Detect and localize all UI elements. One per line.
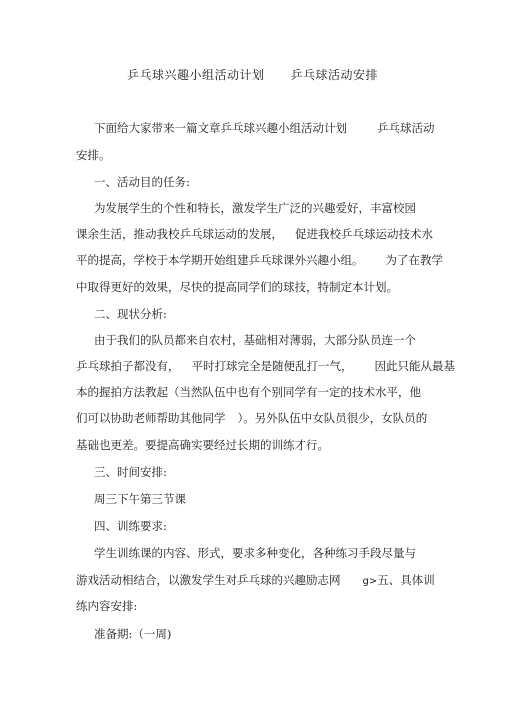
paragraph-line: 练内容安排:	[76, 599, 138, 613]
paragraph-line: 平的提高，学校于本学期开始组建乒乓球课外兴趣小组。 为了在教学	[76, 253, 443, 267]
title-part-2: 乒乓球活动安排	[290, 68, 379, 82]
document-title	[0, 66, 505, 83]
paragraph-line: 基础也更差。要提高确实要经过长期的训练才行。	[76, 438, 329, 452]
paragraph-line: 本的握拍方法教起（当然队伍中也有个别同学有一定的技术水平，他	[76, 385, 421, 399]
paragraph-line: 中取得更好的效果，尽快的提高同学们的球技，特制定本计划。	[76, 280, 398, 294]
paragraph-line: 由于我们的队员都来自农村，基础相对薄弱，大部分队员连一个	[94, 333, 416, 347]
paragraph-line: 课余生活，推动我校乒乓球运动的发展， 促进我校乒乓球运动技术水	[76, 227, 433, 241]
paragraph-line: 学生训练课的内容、形式，要求多种变化，各种练习手段尽量与	[94, 546, 416, 560]
paragraph-line: 准备期:（一周)	[94, 627, 172, 641]
paragraph-line: 们可以协助老师帮助其他同学 ）。另外队伍中女队员很少，女队员的	[76, 411, 428, 425]
paragraph-line: 周三下午第三节课	[94, 492, 186, 506]
paragraph-line: 安排。	[76, 148, 111, 162]
section-heading: 四、训练要求:	[94, 519, 167, 533]
paragraph-line: 下面给大家带来一篇文章乒乓球兴趣小组活动计划 乒乓球活动	[94, 121, 435, 135]
section-heading: 二、现状分析:	[94, 307, 167, 321]
paragraph-line: 乒乓球拍子都没有， 平时打球完全是随便乱打一气， 因此只能从最基	[76, 359, 455, 373]
title-part-1: 乒乓球兴趣小组活动计划	[126, 68, 265, 82]
section-heading: 三、时间安排:	[94, 465, 167, 479]
paragraph-line: 为发展学生的个性和特长，激发学生广泛的兴趣爱好，丰富校园	[94, 201, 416, 215]
paragraph-line: 游戏活动相结合，以激发学生对乒乓球的兴趣励志网 g>五、具体训	[76, 573, 435, 587]
section-heading: 一、活动目的任务:	[94, 175, 190, 189]
